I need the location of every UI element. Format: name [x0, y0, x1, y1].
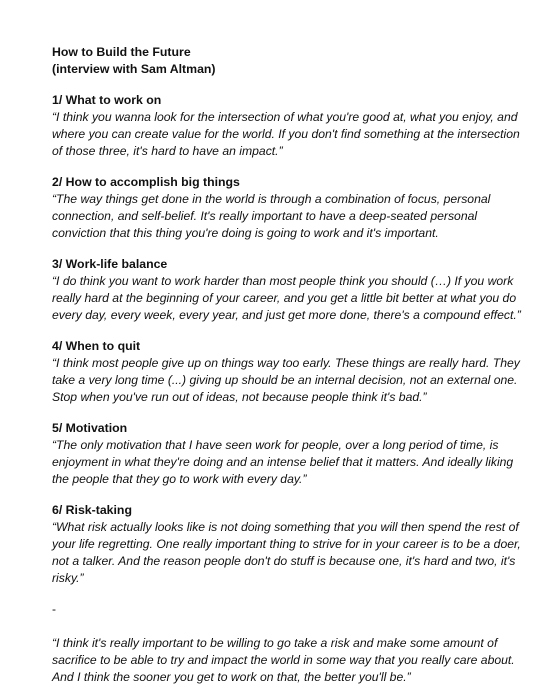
section-accomplish-big-things — [52, 174, 532, 242]
section-when-to-quit — [52, 338, 532, 406]
section-heading: 4/ When to quit — [52, 339, 141, 353]
section-quote: “I do think you want to work harder than most people think you should (…) If you work really hard at the beginning of your career, and you get a little bit better at what you do every day, every week, every year, and just get more done, there's a compound effect.” — [52, 274, 521, 322]
section-heading: 3/ Work-life balance — [52, 257, 168, 271]
section-quote: “The only motivation that I have seen work for people, over a long period of time, is enjoyment in what they're doing and an intense belief that it matters. And ideally liking the people that they go to work with every day.” — [52, 438, 514, 486]
document-title — [52, 44, 532, 78]
section-heading: 2/ How to accomplish big things — [52, 175, 240, 189]
section-quote: “I think most people give up on things way too early. These things are really hard. They take a very long time (...) giving up should be an internal decision, not an external one. Stop when you've run out of ideas, not because people think it's bad.” — [52, 356, 520, 404]
final-quote-block — [52, 635, 532, 686]
section-quote: “I think you wanna look for the intersection of what you're good at, what you enjoy, and where you can create value for the world. If you don't find something at the intersection of those three, it's hard to have an impact.” — [52, 110, 520, 158]
section-quote: “What risk actually looks like is not doing something that you will then spend the rest of your life regretting. One really important thing to strive for in your career is to be a doer, not a talker. And the reason people don't do stuff is because one, it's hard and two, it's risky.” — [52, 520, 521, 585]
section-risk-taking — [52, 502, 532, 587]
section-work-life-balance — [52, 256, 532, 324]
document-page — [52, 44, 532, 686]
section-quote: “The way things get done in the world is through a combination of focus, personal connection, and self-belief. It's really important to have a deep-seated personal conviction that this thing you're doing is going to work and it's important. — [52, 192, 491, 240]
section-heading: 5/ Motivation — [52, 421, 128, 435]
section-heading: 6/ Risk-taking — [52, 503, 132, 517]
separator-dash: - — [52, 602, 56, 616]
section-motivation — [52, 420, 532, 488]
section-heading: 1/ What to work on — [52, 93, 162, 107]
section-what-to-work-on — [52, 92, 532, 160]
title-line-subtitle: (interview with Sam Altman) — [52, 62, 216, 76]
title-line-main: How to Build the Future — [52, 45, 191, 59]
final-quote: “I think it's really important to be willing to go take a risk and make some amount of sacrifice to be able to try and impact the world in some way that you really care about. And I think the sooner you get to work on that, the better you'll be.” — [52, 636, 515, 684]
